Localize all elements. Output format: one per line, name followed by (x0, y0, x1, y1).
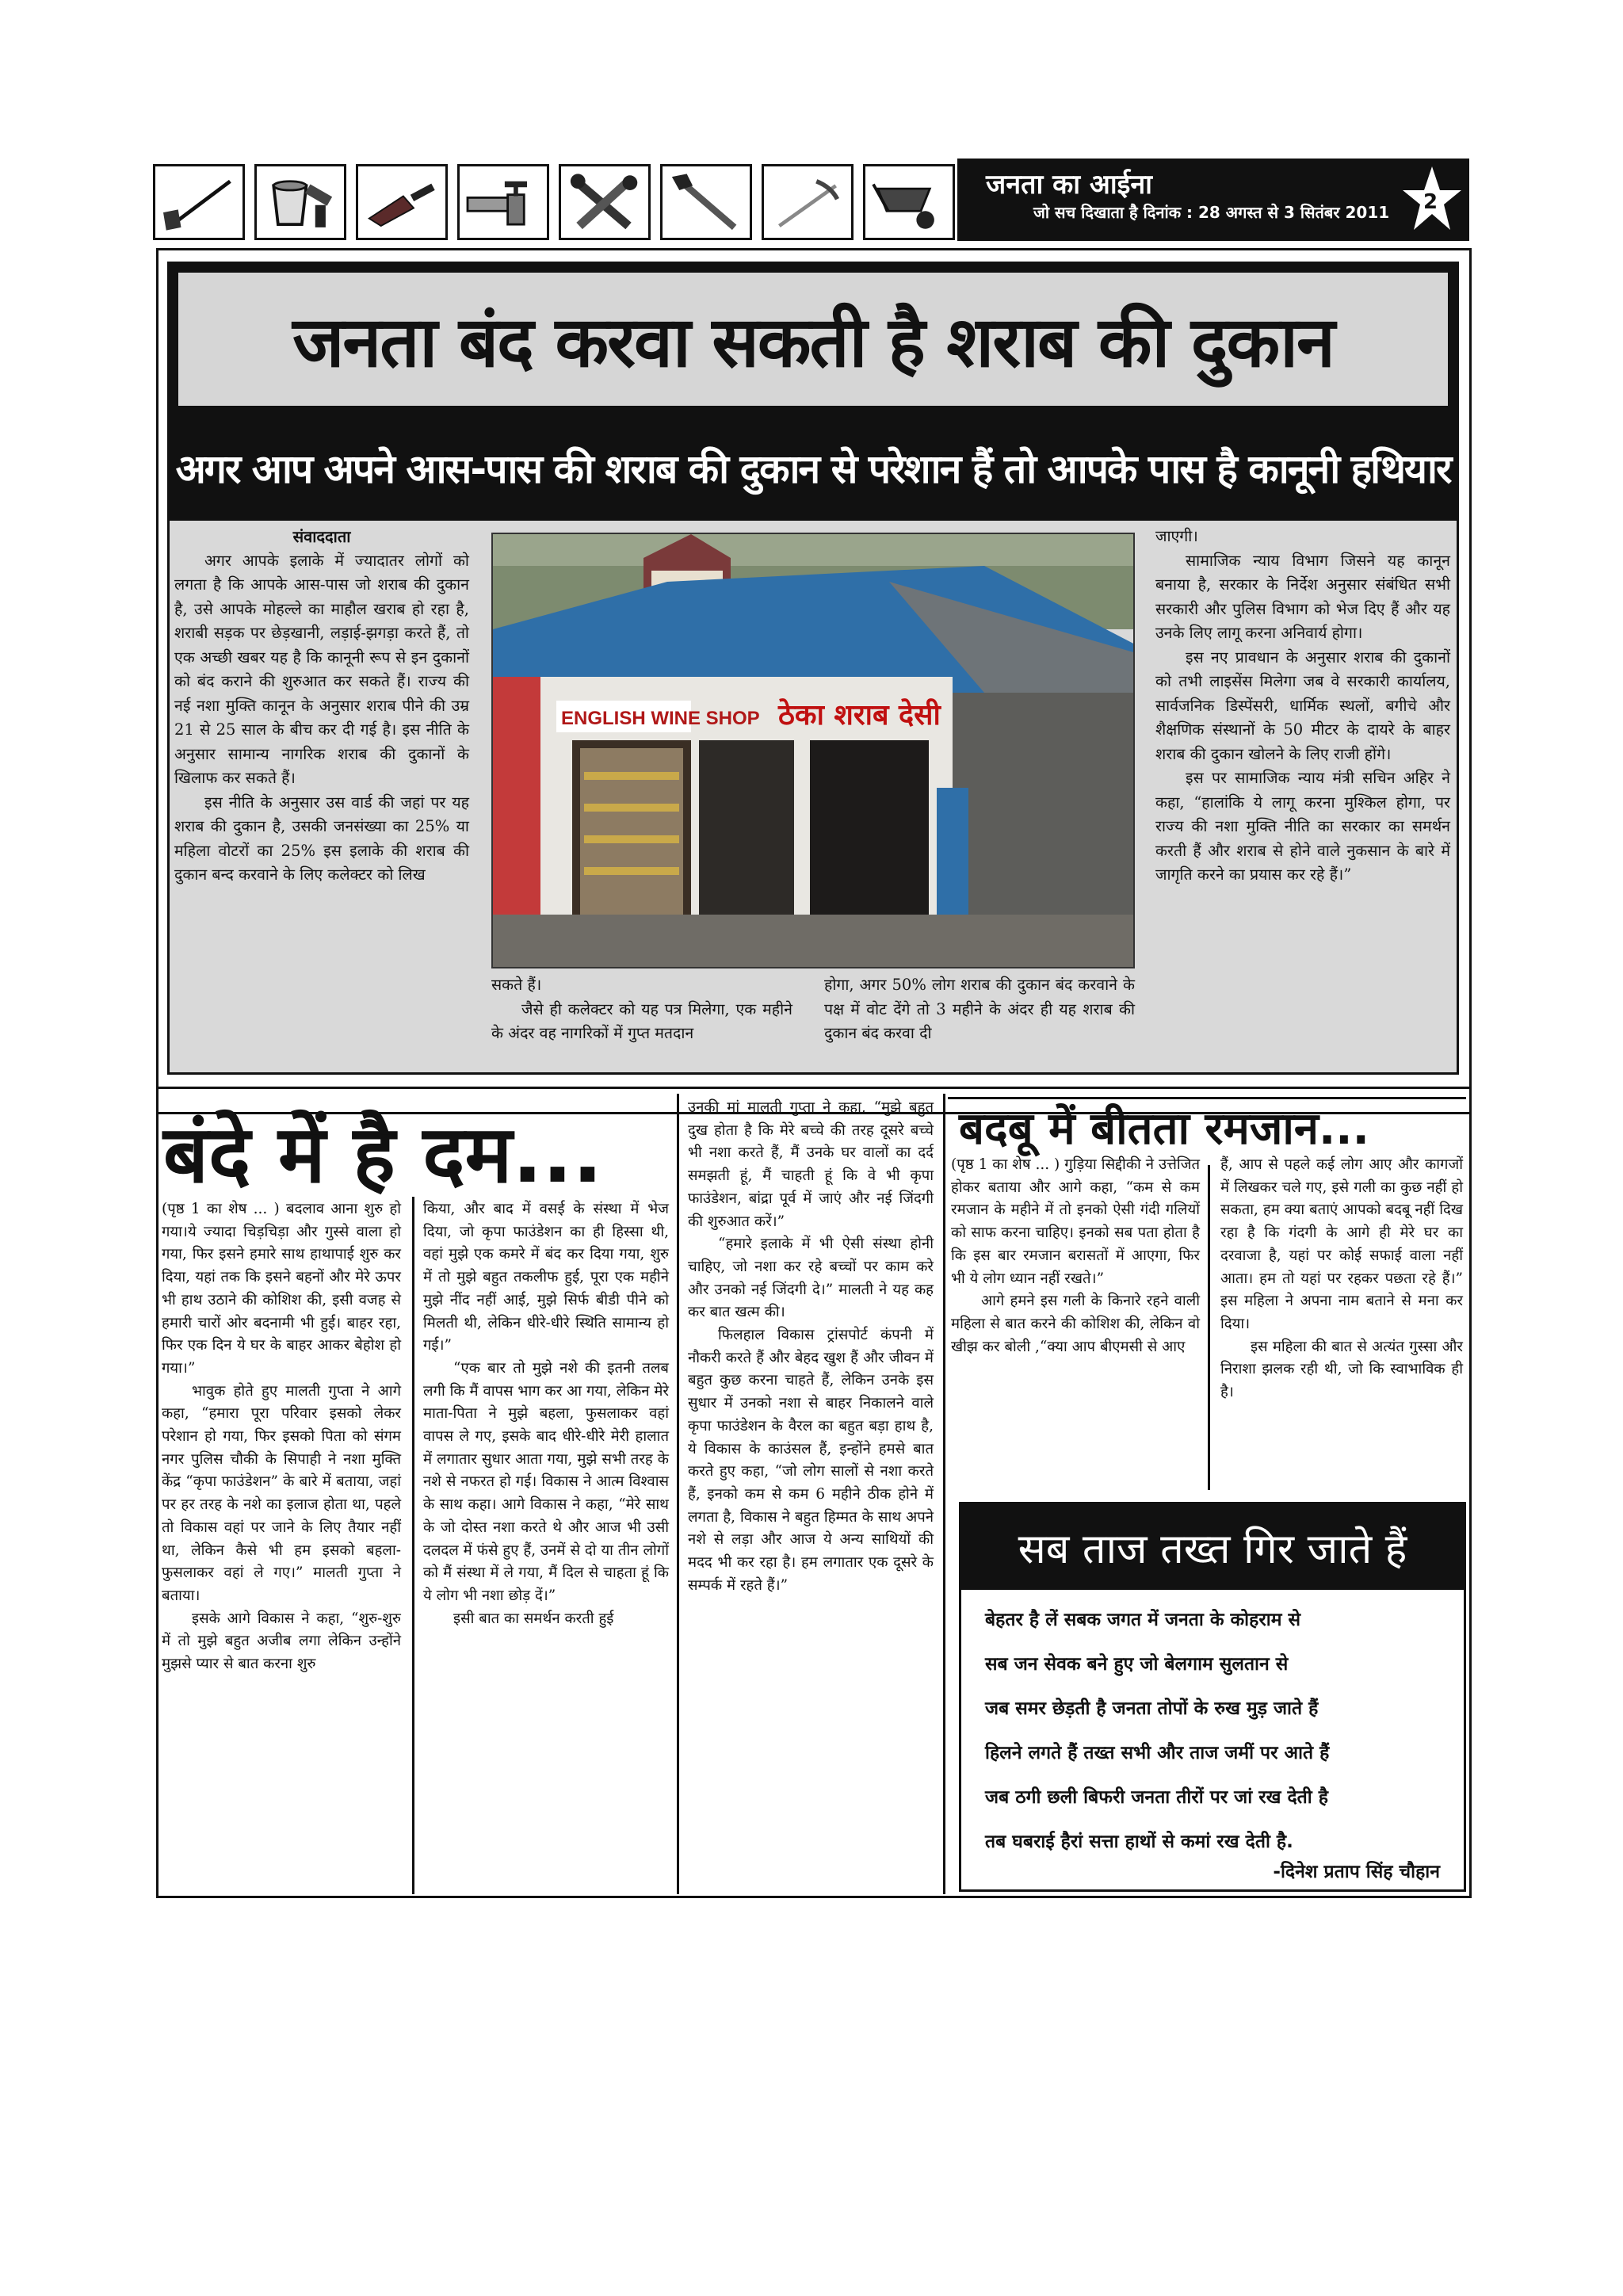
masthead-tagline: जो सच दिखाता है दिनांक : 28 अगस्त से 3 सितंबर 2011 (1033, 203, 1390, 222)
poem-line: हिलने लगते हैं तख्त सभी और ताज जमीं पर आते हैं (985, 1743, 1330, 1763)
paragraph: हैं, आप से पहले कई लोग आए और कागजों में लिखकर चले गए, इसे गली का कुछ नहीं हो सकता, हम क्या बताएं आपको बदबू नहीं दिख रहा है कि गंदगी के आगे ही मेरे घर का दरवाजा है, यहां पर कोई सफाई वाला नहीं आता। हम तो यहां पर रहकर पछता रहे हैं।” इस महिला ने अपना नाम बताने से मना कर दिया। (1220, 1156, 1463, 1332)
paragraph: जाएगी। (1155, 527, 1198, 545)
story2-col-3 (688, 1097, 934, 1597)
story3-headline: बदबू में बीतता रमजान... (959, 1103, 1369, 1155)
paragraph: (पृष्ठ 1 का शेष ... ) गुड़िया सिद्दीकी ने उत्तेजित होकर बताया और आगे कहा, “कम से कम रमजान के महीने में तो इनको ऐसी गंदी गलियों को साफ करना चाहिए। इनको सब पता होता है कि इस बार रमजान बरासतों में आएगा, फिर भी ये लोग ध्यान नहीं रखते।” (951, 1156, 1200, 1287)
tap-icon (457, 164, 549, 240)
story2-col-2 (423, 1198, 669, 1630)
lead-col-2 (491, 973, 792, 1046)
poem-line: जब ठगी छली बिफरी जनता तीरों पर जां रख देती है (985, 1787, 1328, 1808)
masthead (957, 159, 1469, 241)
masthead-title: जनता का आईना (986, 169, 1152, 201)
lead-col-4 (1155, 525, 1450, 888)
paragraph: इस नए प्रावधान के अनुसार शराब की दुकानों को तभी लाइसेंस मिलेगा जब वे सरकारी कार्यालय, सार्वजनिक डिस्पेंसरी, धार्मिक स्थलों, बगीचे और शैक्षणिक संस्थानों के 50 मीटर के दायरे के बाहर शराब की दुकान खोलने के लिए राजी होंगे। (1155, 648, 1450, 763)
story3-col-1 (951, 1154, 1200, 1358)
paragraph: सामाजिक न्याय विभाग जिसने यह कानून बनाया है, सरकार के निर्देश अनुसार संबंधित सभी सरकारी और पुलिस विभाग को भेज दिए हैं और यह उनके लिए लागू करना अनिवार्य होगा। (1155, 551, 1450, 642)
lead-subheadline: अगर आप अपने आस-पास की शराब की दुकान से परेशान हैं तो आपके पास है कानूनी हथियार (175, 446, 1451, 492)
poem-line: बेहतर है लें सबक जगत में जनता के कोहराम से (985, 1610, 1301, 1630)
paragraph: इस महिला की बात से अत्यंत गुस्सा और निराशा झलक रही थी, जो कि स्वाभाविक ही है। (1220, 1338, 1463, 1401)
pickaxe-icon (762, 164, 854, 240)
hoe-icon (153, 164, 245, 240)
lead-col-3 (824, 973, 1135, 1046)
poem-title: सब ताज तख्त गिर जाते हैं (961, 1504, 1464, 1590)
tools-icon (559, 164, 651, 240)
poem-author: -दिनेश प्रताप सिंह चौहान (1273, 1862, 1440, 1882)
shop-sign-right: ठेका शराब देसी (778, 699, 941, 732)
paragraph: उनकी मां मालती गुप्ता ने कहा, “मुझे बहुत दुख होता है कि मेरे बच्चे की तरह दूसरे बच्चे भी नशा करते हैं, मैं उनके घर वालों का दर्द समझती हूं, मैं चाहती हूं कि वे भी कृपा फाउंडेशन, बांद्रा पूर्व में जाएं और नई जिंदगी की शुरुआत करें।” (688, 1099, 934, 1230)
trowel-icon (356, 164, 448, 240)
column-rule (156, 1087, 158, 1898)
wheelbarrow-icon (863, 164, 955, 240)
paragraph: “एक बार तो मुझे नशे की इतनी तलब लगी कि मैं वापस भाग कर आ गया, लेकिन मेरे माता-पिता ने मुझे बहला, फुसलाकर वहां वापस ले गए, इसके बाद धीरे-धीरे मेरी हालात में लगातार सुधार आता गया, मुझे सभी तरह के नशे से नफरत हो गई। विकास ने आत्म विश्वास के साथ कहा। आगे विकास ने कहा, “मेरे साथ के जो दोस्त नशा करते थे और आज भी उसी दलदल में फंसे हुए हैं, उनमें से दो या तीन लोगों को मैं संस्था में ले गया, मैं दिल से चाहता हूं कि ये लोग भी नशा छोड़ दें।” (423, 1359, 669, 1604)
poem-box (959, 1502, 1466, 1892)
paragraph: इसी बात का समर्थन करती हुई (453, 1610, 614, 1627)
section-rule-bottom (156, 1896, 1472, 1898)
lead-headline: जनता बंद करवा सकती है शराब की दुकान (292, 301, 1334, 383)
paragraph: होगा, अगर 50% लोग शराब की दुकान बंद करवाने के पक्ष में वोट देंगे तो 3 महीने के अंदर ही यह शराब की दुकान बंद करवा दी (824, 976, 1135, 1042)
poem-line: जब समर छेड़ती है जनता तोपों के रुख मुड़ जाते हैं (985, 1698, 1319, 1719)
wrench-icon (660, 164, 752, 240)
paragraph: किया, और बाद में वसई के संस्था में भेज दिया, जो कृपा फाउंडेशन का ही हिस्सा थी, वहां मुझे एक कमरे में बंद कर दिया गया, शुरु में तो मुझे बहुत तकलीफ हुई, पूरा एक महीने मुझे नींद नहीं आई, मुझे सिर्फ बीडी पीने को मिलती थी, लेकिन धीरे-धीरे स्थिति सामान्य हो गई।” (423, 1201, 669, 1354)
poem-line: सब जन सेवक बने हुए जो बेलगाम सुलतान से (985, 1654, 1289, 1675)
bucket-icon (254, 164, 346, 240)
story2-col-1 (162, 1198, 401, 1676)
paragraph: इसके आगे विकास ने कहा, “शुरु-शुरु में तो मुझे बहुत अजीब लगा लेकिन उन्होंने मुझसे प्यार से बात करना शुरु (162, 1610, 401, 1673)
page-number: 2 (1423, 190, 1438, 214)
poem-line: तब घबराई हैरां सत्ता हाथों से कमां रख देती है. (985, 1832, 1293, 1852)
paragraph: भावुक होते हुए मालती गुप्ता ने आगे कहा, “हमारा पूरा परिवार इसको लेकर परेशान हो गया, फिर इसको पिता को संगम नगर पुलिस चौकी के सिपाही ने नशा मुक्ति केंद्र “कृपा फाउंडेशन” के बारे में बताया, जहां पर हर तरह के नशे का इलाज होता था, पहले तो विकास वहां पर जाने के लिए तैयार नहीं था, लेकिन कैसे भी हम इसको बहला-फुसलाकर वहां ले गए।” मालती गुप्ता ने बताया। (162, 1382, 401, 1604)
column-rule (1469, 1087, 1472, 1898)
story3-col-2 (1220, 1154, 1463, 1404)
paragraph: सकते हैं। (491, 976, 542, 994)
byline: संवाददाता (292, 527, 351, 546)
paragraph: (पृष्ठ 1 का शेष ... ) बदलाव आना शुरु हो गया।ये ज्यादा चिड़चिड़ा और गुस्से वाला हो गया, फिर इसने हमारे साथ हाथापाई शुरु कर दिया, यहां तक कि इसने बहनों और मेरे ऊपर भी हाथ उठाने की कोशिश की, इसी वजह से हमारी चारों ओर बदनामी भी हुई। बाहर रहा, फिर एक दिन ये घर के बाहर आकर बेहोश हो गया।” (162, 1201, 401, 1377)
paragraph: “हमारे इलाके में भी ऐसी संस्था होनी चाहिए, जो नशा कर रहे बच्चों पर काम करे और उनको नई जिंदगी दे।” मालती ने यह कह कर बात खत्म की। (688, 1236, 934, 1321)
column-rule (1208, 1165, 1210, 1490)
lead-subheadline-bar (167, 417, 1459, 518)
paragraph: जैसे ही कलेक्टर को यह पत्र मिलेगा, एक महीने के अंदर वह नागरिकों में गुप्त मतदान (491, 999, 792, 1042)
paragraph: आगे हमने इस गली के किनारे रहने वाली महिला से बात करने की कोशिश की, लेकिन वो खीझ कर बोली ,“क्या आप बीएमसी से आए (951, 1293, 1200, 1355)
shop-sign-left: ENGLISH WINE SHOP (561, 708, 760, 729)
liquor-shop-photo (491, 533, 1135, 968)
section-rule-top (156, 1087, 1472, 1089)
paragraph: फिलहाल विकास ट्रांसपोर्ट कंपनी में नौकरी करते हैं और बेहद खुश हैं और जीवन में बहुत कुछ करना चाहते हैं, लेकिन उनके इस सुधार में उनको नशा से बाहर निकालने वाले कृपा फाउंडेशन के वैरल का बहुत बड़ा हाथ है, ये विकास के काउंसल हैं, इन्होंने हमसे बात करते हुए कहा, “जो लोग सालों से नशा करते हैं, इनको कम से कम 6 महीने ठीक होने में लगता है, विकास ने बहुत हिम्मत के साथ अपने नशे से लड़ा और आज ये अन्य साथियों की मदद भी कर रहा है। हम लगातार एक दूसरे के सम्पर्क में रहते हैं।” (688, 1327, 934, 1594)
lead-col-1 (174, 525, 469, 888)
paragraph: इस नीति के अनुसार उस वार्ड की जहां पर यह शराब की दुकान है, उसकी जनसंख्या का 25% या महिला वोटरों का 25% इस इलाके की शराब की दुकान बन्द करवाने के लिए कलेक्टर को लिख (174, 793, 469, 884)
column-rule (677, 1094, 679, 1894)
column-rule (412, 1197, 414, 1894)
paragraph: अगर आपके इलाके में ज्यादातर लोगों को लगता है कि आपके आस-पास जो शराब की दुकान है, उसे आपके मोहल्ले का माहौल खराब हो रहा है, शराबी सड़क पर छेड़खानी, लड़ाई-झगड़ा करते हैं, तो एक अच्छी खबर यह है कि कानूनी रूप से इन दुकानों को बंद कराने की शुरुआत कर सकते हैं। राज्य की नई नशा मुक्ति कानून के अनुसार शराब पीने की उम्र 21 से 25 साल के बीच कर दी गई है। इस नीति के अनुसार सामान्य नागरिक शराब की दुकानों के खिलाफ कर सकते हैं। (174, 551, 469, 787)
column-rule (943, 1094, 945, 1894)
paragraph: इस पर सामाजिक न्याय मंत्री सचिन अहिर ने कहा, “हालांकि ये लागू करना मुश्किल होगा, पर राज्य की नशा मुक्ति नीति का सरकार का समर्थन करती हैं और शराब से होने वाले नुकसान के बारे में जागृति करने का प्रयास कर रहे हैं।” (1155, 769, 1450, 884)
story2-headline: बंदे में है दम... (163, 1108, 603, 1201)
lead-headline-box (167, 262, 1459, 417)
